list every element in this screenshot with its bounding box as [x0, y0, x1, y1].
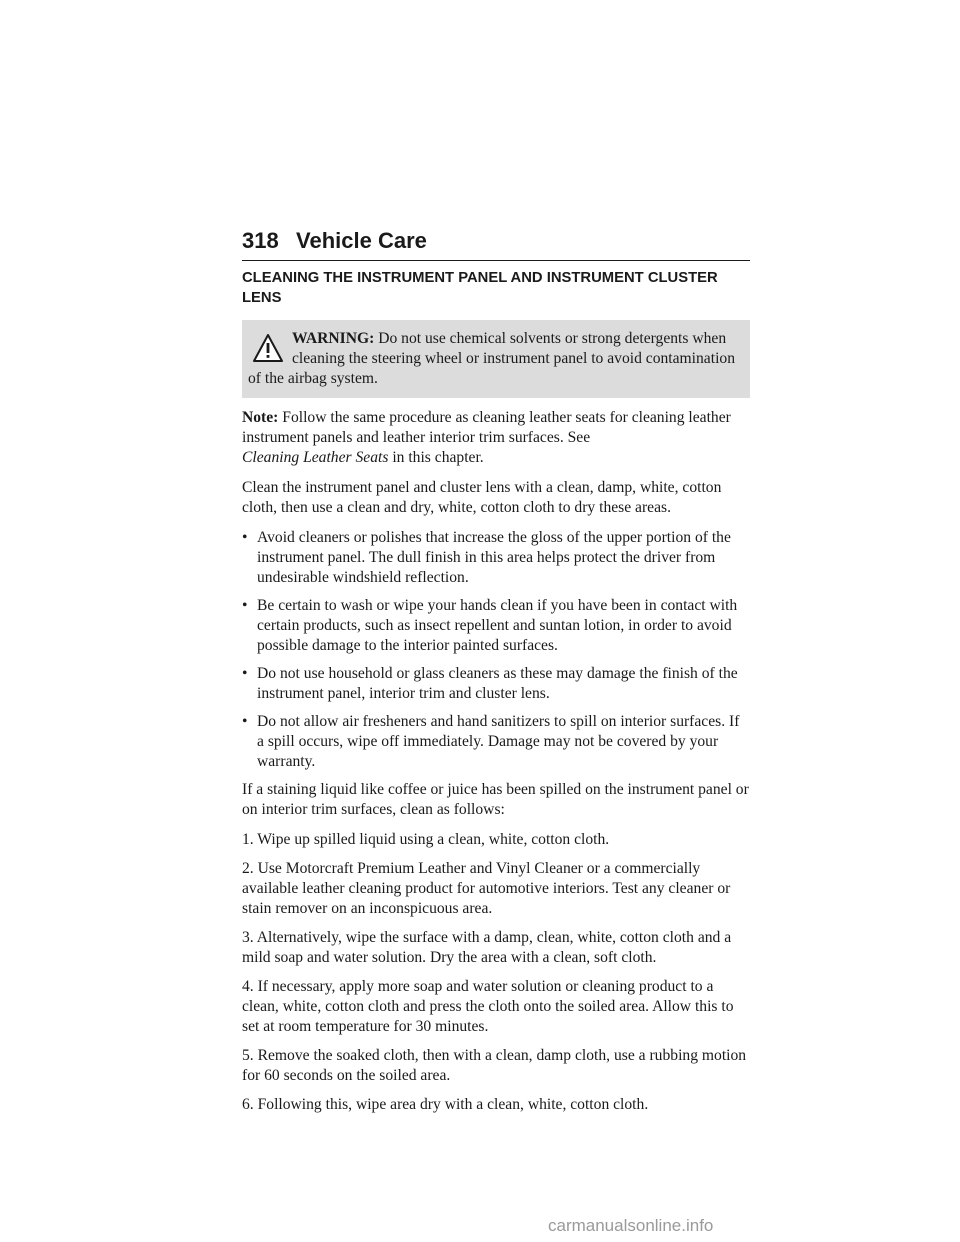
note-paragraph: [242, 408, 750, 468]
page-number: 318: [242, 228, 279, 253]
section-heading: CLEANING THE INSTRUMENT PANEL AND INSTRUMENT CLUSTER LENS: [242, 270, 718, 306]
step-list: [242, 830, 750, 1115]
warning-label: WARNING:: [292, 330, 375, 347]
page-content: [242, 268, 750, 1124]
list-item: [242, 596, 750, 656]
warning-triangle-icon: [252, 333, 284, 363]
bullet-icon: •: [242, 597, 248, 614]
bullet-icon: •: [242, 713, 248, 730]
step-item: 1. Wipe up spilled liquid using a clean, white, cotton cloth.: [242, 831, 610, 848]
bullet-text: Do not use household or glass cleaners as these may damage the finish of the instrument panel, interior trim and cluster lens.: [257, 665, 738, 702]
header-divider: [242, 260, 750, 261]
bullet-icon: •: [242, 665, 248, 682]
step-item: 3. Alternatively, wipe the surface with a damp, clean, white, cotton cloth and a mild soap and water solution. Dry the area with a clean, soft cloth.: [242, 929, 732, 966]
note-label: Note:: [242, 409, 279, 426]
bullet-text: Avoid cleaners or polishes that increase the gloss of the upper portion of the instrument panel. The dull finish in this area helps protect the driver from undesirable windshield reflection.: [257, 529, 731, 586]
bullet-text: Do not allow air fresheners and hand sanitizers to spill on interior surfaces. If a spill occurs, wipe off immediately. Damage may not be covered by your warranty.: [257, 713, 740, 770]
watermark: carmanualsonline.info: [548, 1216, 714, 1235]
intro-paragraph: Clean the instrument panel and cluster lens with a clean, damp, white, cotton cloth, then use a clean and dry, white, cotton cloth to dry these areas.: [242, 479, 722, 516]
step-item: 4. If necessary, apply more soap and water solution or cleaning product to a clean, white, cotton cloth and press the cloth onto the soiled area. Allow this to set at room temperature for 30 minutes.: [242, 978, 734, 1035]
list-item: [242, 712, 750, 772]
stain-intro: If a staining liquid like coffee or juice has been spilled on the instrument panel or on interior trim surfaces, clean as follows:: [242, 781, 749, 818]
note-suffix: in this chapter.: [392, 449, 484, 466]
bullet-list: [242, 528, 750, 772]
step-item: 5. Remove the soaked cloth, then with a clean, damp cloth, use a rubbing motion for 60 seconds on the soiled area.: [242, 1047, 747, 1084]
warning-box: [242, 320, 750, 398]
warning-text: Do not use chemical solvents or strong detergents when cleaning the steering wheel or instrument panel to avoid contamination of the airbag system.: [248, 330, 735, 387]
bullet-text: Be certain to wash or wipe your hands clean if you have been in contact with certain products, such as insect repellent and suntan lotion, in order to avoid possible damage to the interior painted surfaces.: [257, 597, 738, 654]
note-text: Follow the same procedure as cleaning leather seats for cleaning leather instrument panels and leather interior trim surfaces. See: [242, 409, 731, 446]
bullet-icon: •: [242, 529, 248, 546]
step-item: 6. Following this, wipe area dry with a clean, white, cotton cloth.: [242, 1096, 649, 1113]
page-header: [242, 228, 750, 262]
list-item: [242, 528, 750, 588]
section-title: Vehicle Care: [296, 228, 427, 253]
list-item: [242, 664, 750, 704]
cross-reference-link[interactable]: Cleaning Leather Seats: [242, 449, 389, 466]
step-item: 2. Use Motorcraft Premium Leather and Vinyl Cleaner or a commercially available leather cleaning product for automotive interiors. Test any cleaner or stain remover on an inconspicuous area.: [242, 860, 731, 917]
